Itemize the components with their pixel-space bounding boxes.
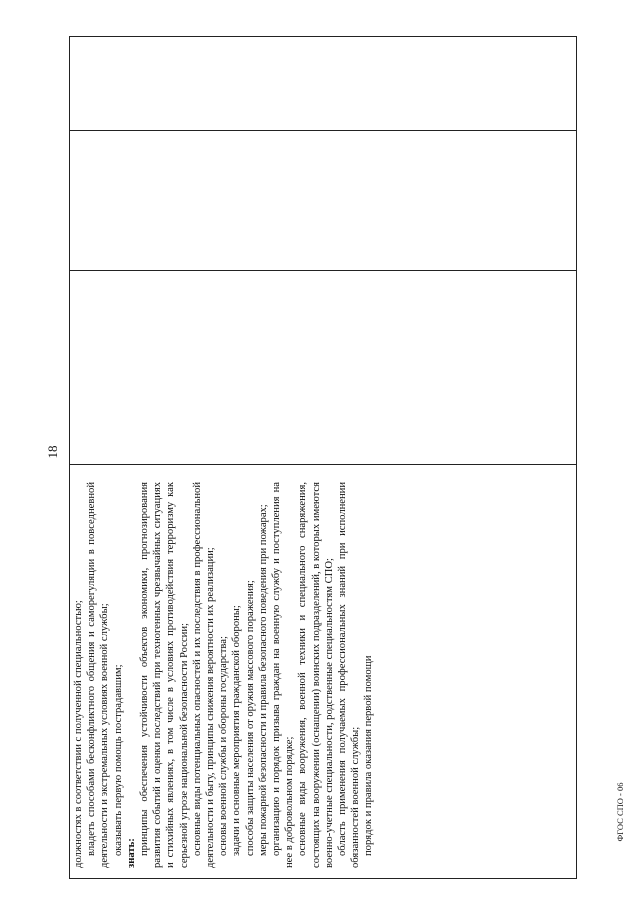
cell-line: меры пожарной безопасности и правила безопасного поведения при пожарах; — [257, 504, 269, 856]
table-cell-text — [70, 476, 576, 876]
table-divider — [69, 464, 577, 465]
cell-line: владеть способами бесконфликтного общения и саморегуляции в повседневной деятельности и экстремальных условиях военной службы; — [86, 482, 111, 868]
cell-line: задачи и основные мероприятия гражданской обороны; — [231, 605, 243, 856]
cell-line: организацию и порядок призыва граждан на военную службу и поступления на нее в добровольном порядке; — [271, 482, 296, 868]
cell-line: принципы обеспечения устойчивости объектов экономики, прогнозирования развития событий и оценки последствий при техногенных чрезвычайных ситуациях и стихийных явлениях, в том числе в условиях противодействия терроризму как серьезной угрозе национальной безопасности России; — [139, 482, 190, 868]
cell-line: должностях в соответствии с полученной специальностью; — [73, 600, 84, 868]
cell-heading: знать: — [125, 838, 137, 868]
document-code: ФГОС СПО - 06 — [615, 782, 625, 842]
cell-line: основные виды потенциальных опасностей и их последствия в профессиональной деятельности и быту, принципы снижения вероятности их реализации; — [191, 482, 217, 868]
cell-line: порядок и правила оказания первой помощи — [363, 655, 375, 856]
cell-line: оказывать первую помощь пострадавшим; — [112, 664, 124, 856]
page-number: 18 — [45, 445, 60, 459]
table-cell-empty — [70, 131, 576, 269]
table-cell-empty — [70, 271, 576, 463]
cell-line: основные виды вооружения, военной техники и специального снаряжения, состоящих на вооружении (оснащении) воинских подразделений, в которых имеются военно-учетные специальности, родственные специальностям СПО; — [297, 482, 335, 868]
cell-line: способы защиты населения от оружия массового поражения; — [244, 580, 256, 856]
table-cell-empty — [70, 37, 576, 129]
cell-line: основы военной службы и обороны государства; — [218, 636, 230, 856]
cell-line: область применения получаемых профессиональных знаний при исполнении обязанностей военной службы; — [337, 482, 362, 868]
